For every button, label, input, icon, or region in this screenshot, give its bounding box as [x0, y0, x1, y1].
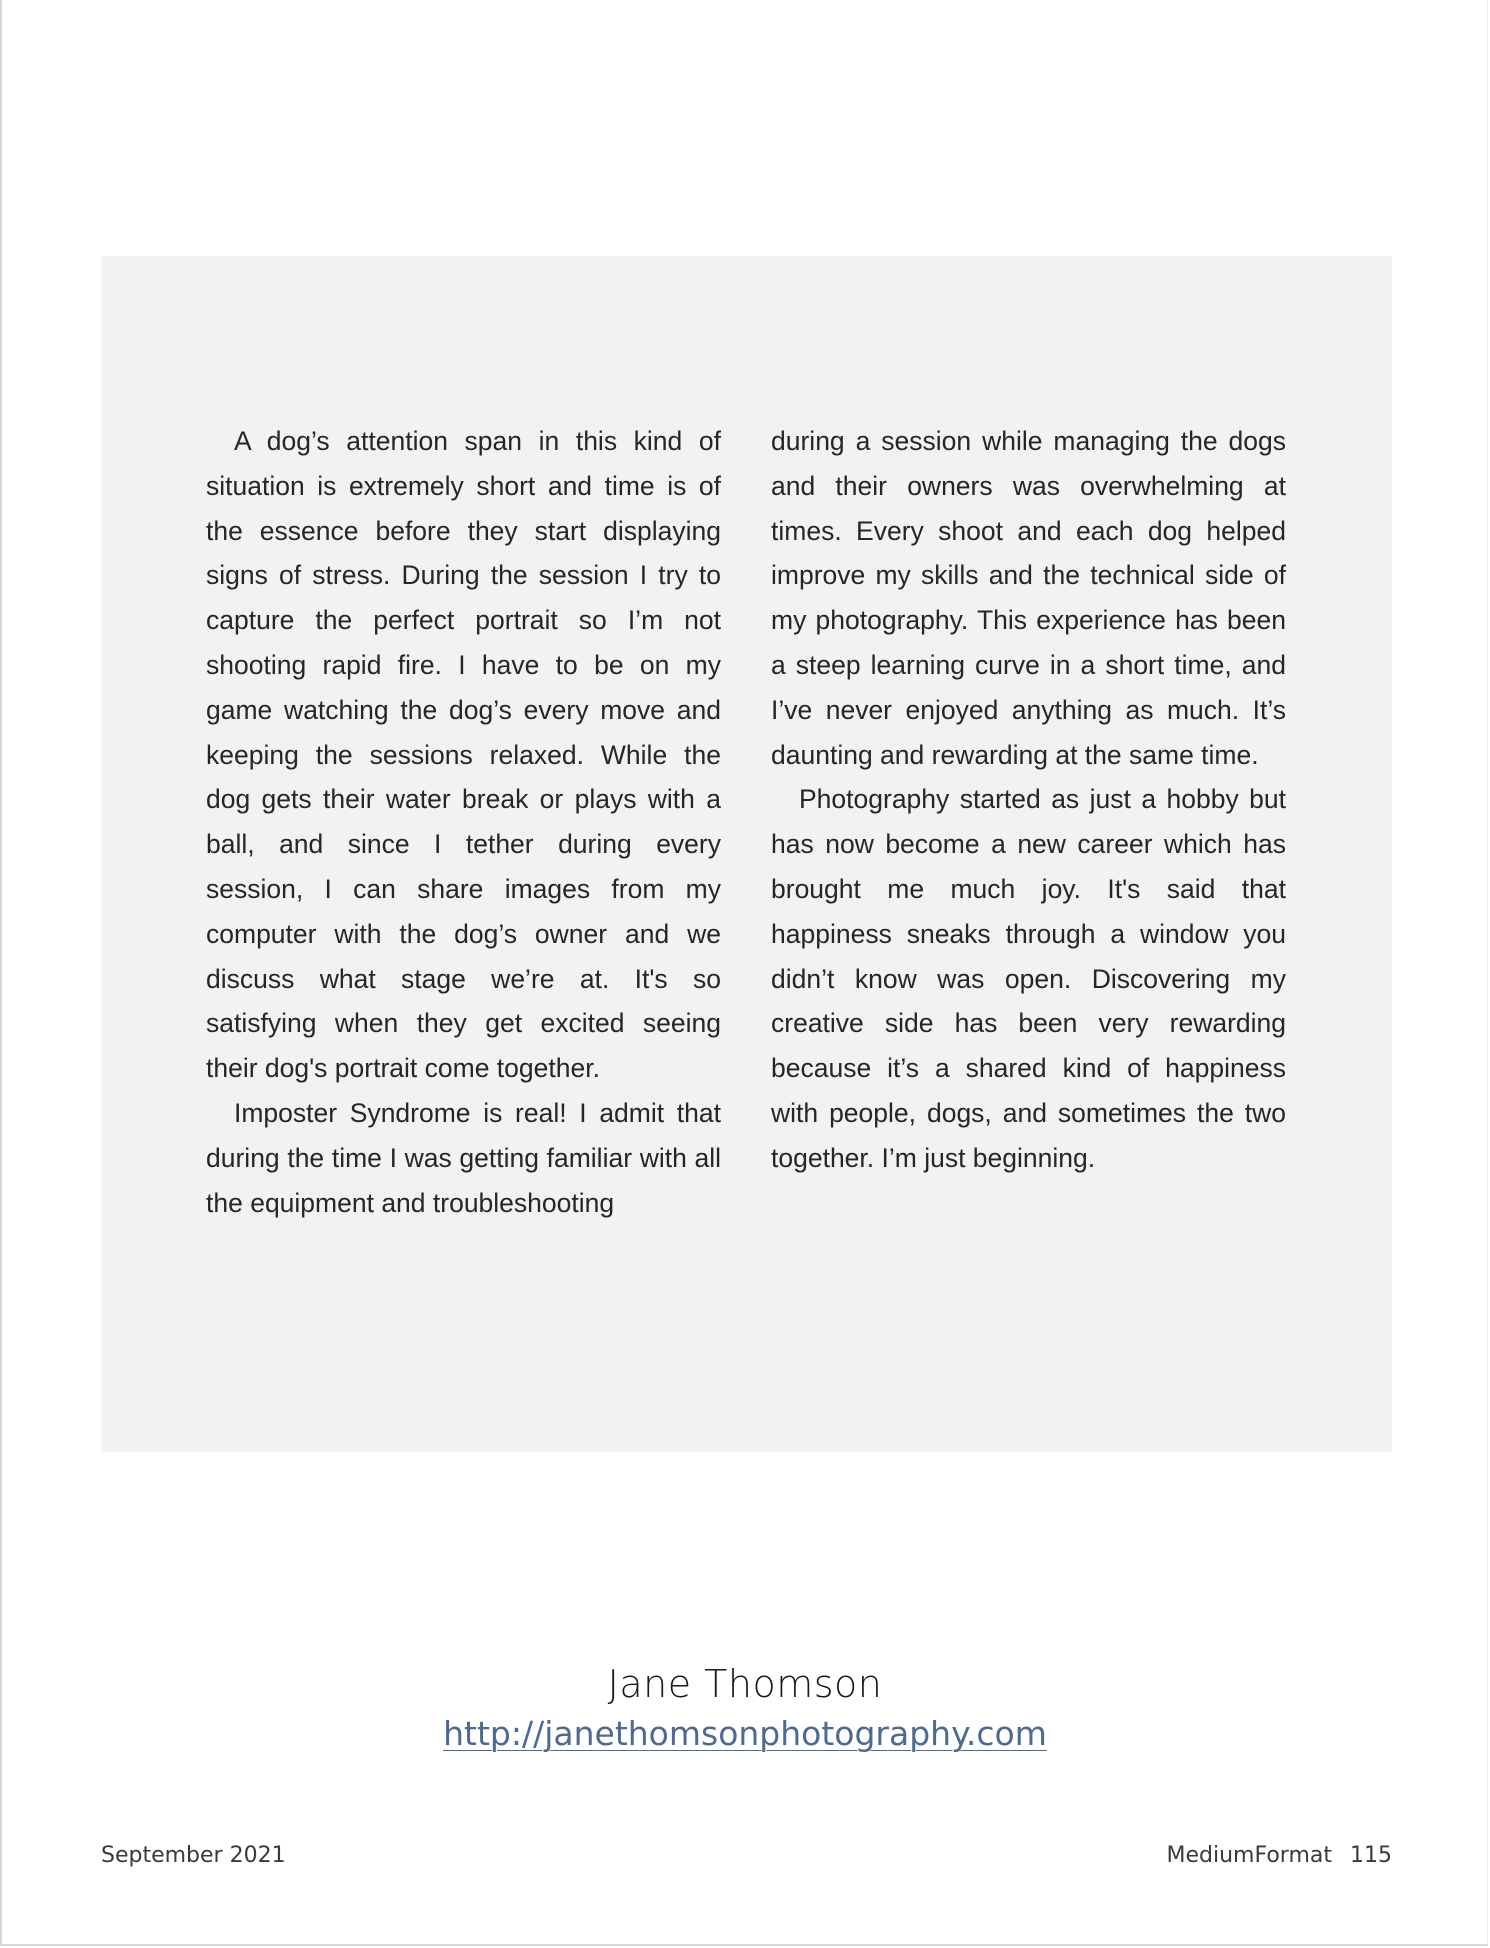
footer-publication	[1167, 1843, 1393, 1868]
article-paragraph: A dog’s attention span in this kind of situation is extremely short and time is of the essence before they start displaying signs of stress. During the session I try to capture the perfect portrait so I’m not shooting rapid fire. I have to be on my game watching the dog’s every move and keeping the sessions relaxed. While the dog gets their water break or plays with a ball, and since I tether during every session, I can share images from my computer with the dog’s owner and we discuss what stage we’re at. It's so satisfying when they get excited seeing their dog's portrait come together.	[206, 426, 721, 1084]
article-paragraph: Imposter Syndrome is real! I admit that during the time I was getting familiar with all the equipment and troubleshooting	[206, 1097, 721, 1218]
article-column-right	[771, 419, 1286, 1181]
article-text-panel	[101, 256, 1392, 1452]
author-website-link[interactable]: http://janethomsonphotography.com	[443, 1714, 1047, 1753]
author-name: Jane Thomson	[607, 1662, 883, 1706]
footer-issue-date: September 2021	[101, 1843, 286, 1868]
article-column-left	[206, 419, 721, 1225]
publication-name: MediumFormat	[1166, 1843, 1332, 1868]
article-paragraph: Photography started as just a hobby but has now become a new career which has brought me much joy. It's said that happiness sneaks through a window you didn’t know was open. Discovering my creative side has been very rewarding because it’s a shared kind of happiness with people, dogs, and sometimes the two together. I’m just beginning.	[771, 784, 1286, 1173]
article-paragraph-continued: during a session while managing the dogs and their owners was overwhelming at times. Every shoot and each dog helped improve my skills and the technical side of my photography. This experience has been a steep learning curve in a short time, and I’ve never enjoyed anything as much. It’s daunting and rewarding at the same time.	[771, 426, 1286, 770]
page-number: 115	[1350, 1843, 1392, 1868]
